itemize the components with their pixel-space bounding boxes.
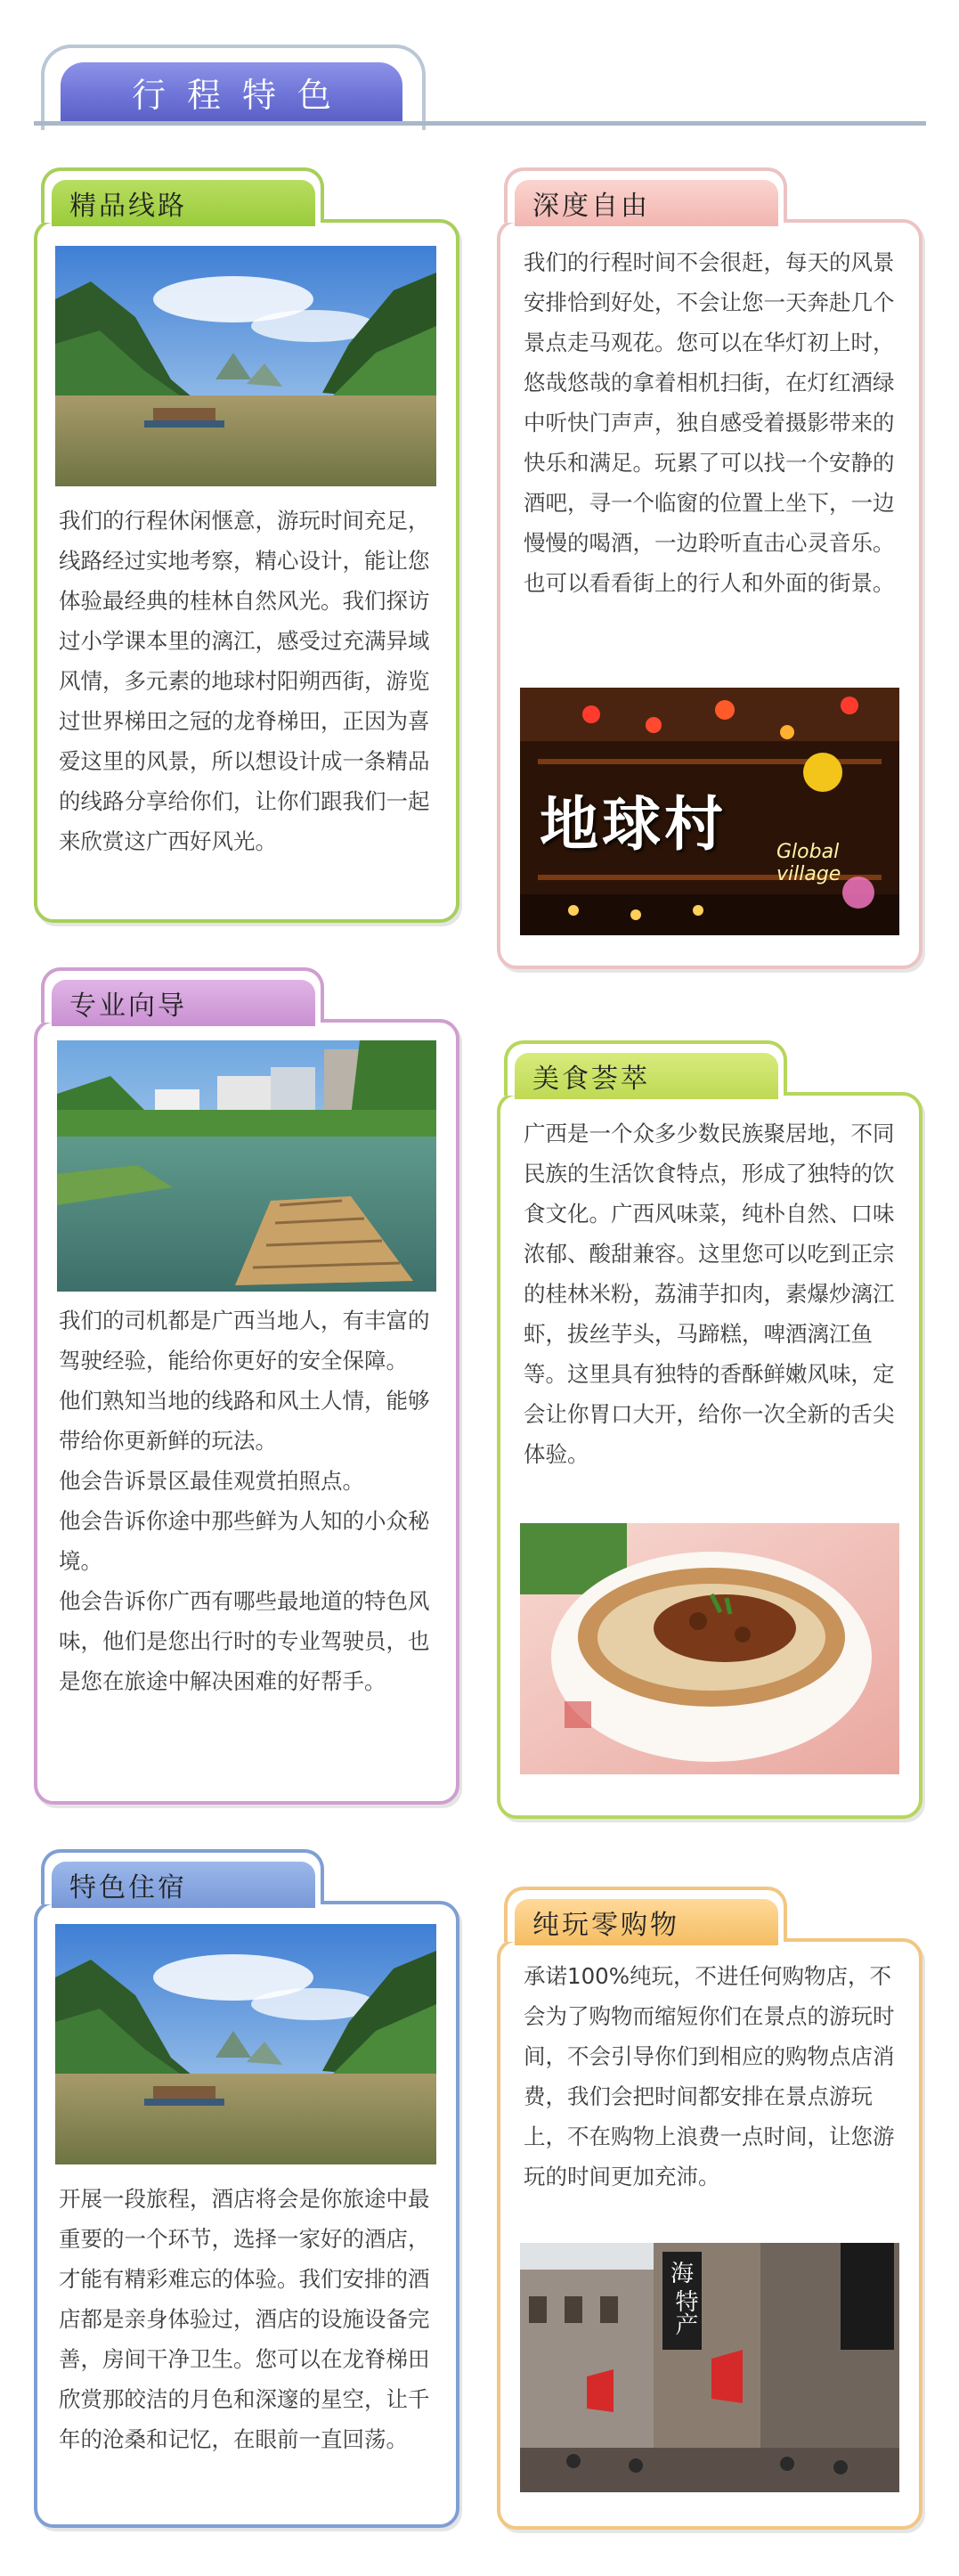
page-title: 行程特色 <box>61 62 402 121</box>
quality-routes-title: 精品线路 <box>52 180 315 226</box>
guilin-rice-noodles-photo <box>520 1523 899 1774</box>
shop-sign-right: 特产 <box>671 2289 698 2336</box>
header-divider <box>34 121 926 126</box>
guide-paragraph: 他会告诉景区最佳观赏拍照点。 <box>59 1468 364 1494</box>
food-text: 广西是一个众多少数民族聚居地，不同民族的生活饮食特点，形成了独特的饮食文化。广西风味菜，纯朴自然、口味浓郁、酸甜兼容。这里您可以吃到正宗的桂林米粉，荔浦芋扣肉，素爆炒漓江虾，拔丝芋头，马蹄糕，啤酒漓江鱼等。这里具有独特的香酥鲜嫩风味，定会让你胃口大开，给你一次全新的舌尖体验。 <box>524 1121 895 1467</box>
food-title: 美食荟萃 <box>515 1053 778 1099</box>
free-time-text: 我们的行程时间不会很赶，每天的风景安排恰到好处，不会让您一天奔赴几个景点走马观花。您可以在华灯初上时，悠哉悠哉的拿着相机扫街，在灯红酒绿中听快门声声，独自感受着摄影带来的快乐和满足。玩累了可以找一个安静的酒吧，寻一个临窗的位置上坐下，一边慢慢的喝酒，一边聆听直击心灵音乐。也可以看看街上的行人和外面的街景。 <box>524 249 895 596</box>
lijiang-river-photo-2 <box>55 1924 436 2164</box>
shop-sign-left: 海 <box>670 2261 694 2287</box>
global-village-sign-en: Global village <box>776 841 841 885</box>
global-village-sign: 地球村 <box>540 790 727 859</box>
no-shopping-text: 承诺100%纯玩，不进任何购物店，不会为了购物而缩短你们在景点的游玩时间，不会引导你们到相应的购物点店消费，我们会把时间都安排在景点游玩上，不在购物上浪费一点时间，让您游玩的时间更加充沛。 <box>524 1963 895 2189</box>
global-village-bar-photo <box>520 688 899 935</box>
lijiang-river-photo <box>55 246 436 486</box>
guide-paragraph: 我们的司机都是广西当地人，有丰富的驾驶经验，能给你更好的安全保障。 <box>59 1308 430 1374</box>
no-shopping-title: 纯玩零购物 <box>515 1899 778 1945</box>
guide-paragraph: 他会告诉你途中那些鲜为人知的小众秘境。 <box>59 1508 430 1574</box>
guide-title: 专业向导 <box>52 980 315 1026</box>
bamboo-raft-photo <box>57 1040 436 1292</box>
lodging-text: 开展一段旅程，酒店将会是你旅途中最重要的一个环节，选择一家好的酒店，才能有精彩难忘的体验。我们安排的酒店都是亲身体验过，酒店的设施设备完善，房间干净卫生。您可以在龙脊梯田欣赏那皎洁的月色和深邃的星空，让千年的沧桑和记忆，在眼前一直回荡。 <box>59 2186 430 2452</box>
quality-routes-text: 我们的行程休闲惬意，游玩时间充足，线路经过实地考察，精心设计，能让您体验最经典的桂林自然风光。我们探访过小学课本里的漓江，感受过充满异域风情，多元素的地球村阳朔西街，游览过世界梯田之冠的龙脊梯田，正因为喜爱这里的风景，所以想设计成一条精品的线路分享给你们，让你们跟我们一起来欣赏这广西好风光。 <box>59 508 430 854</box>
guide-paragraph: 他们熟知当地的线路和风土人情，能够带给你更新鲜的玩法。 <box>59 1388 430 1454</box>
lodging-title: 特色住宿 <box>52 1862 315 1908</box>
guide-paragraph: 他会告诉你广西有哪些最地道的特色风味，他们是您出行时的专业驾驶员，也是您在旅途中解决困难的好帮手。 <box>59 1588 430 1694</box>
free-time-title: 深度自由 <box>515 180 778 226</box>
old-street-photo <box>520 2243 899 2492</box>
guide-text <box>59 1300 438 1701</box>
